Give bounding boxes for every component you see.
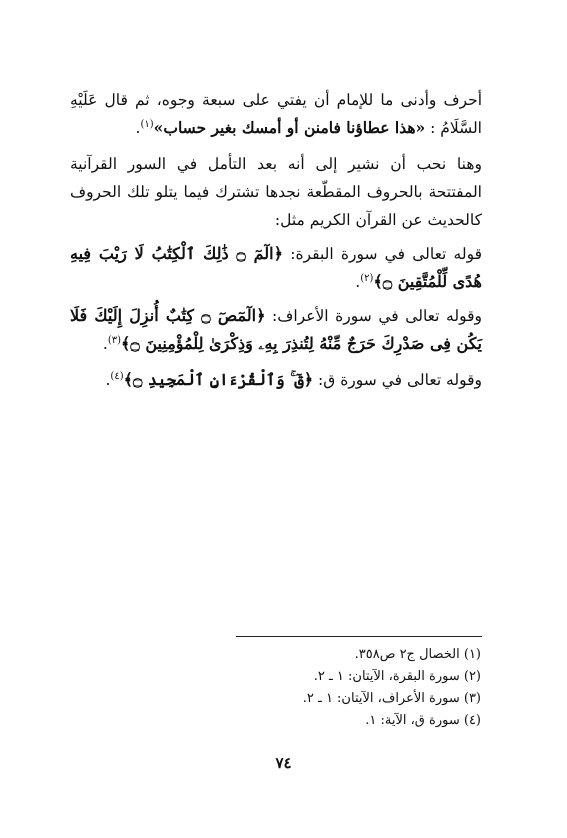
- footnote-separator: [236, 636, 482, 637]
- footnote-ref-2: (٢): [360, 272, 374, 284]
- footnote-number: (٤): [463, 713, 481, 728]
- qaf-intro: وقوله تعالى في سورة ق:: [318, 371, 482, 389]
- footnote-ref-1: (١): [140, 118, 154, 130]
- footnote-3: [303, 689, 481, 709]
- araf-intro: وقوله تعالى في سورة الأعراف:: [272, 307, 482, 325]
- observation-text: وهنا نحب أن نشير إلى أنه بعد التأمل في السور القرآنية المفتتحة بالحروف المقطّعة نجدها تشترك فيما يتلو تلك الحروف كالحديث عن القرآن الكريم مثل:: [70, 155, 482, 229]
- footnote-number: (٣): [463, 691, 481, 706]
- paragraph-araf: وقوله تعالى في سورة الأعراف: ﴿الٓمٓصٓ ۝ كِتَٰبٌ أُنزِلَ إِلَيْكَ فَلَا يَكُن فِى صَدْرِكَ حَرَجٌ مِّنْهُ لِتُنذِرَ بِهِۦ وَذِكْرَىٰ لِلْمُؤْمِنِينَ ۝﴾$^{(٣)}$.: [70, 306, 482, 353]
- qaf-verse: ﴿قٓ ۚ وَٱلْقُرْءَانِ ٱلْمَجِيدِ ۝﴾: [123, 370, 314, 389]
- footnote-4: [365, 711, 481, 731]
- footnote-2: [314, 667, 481, 687]
- hadith-quote: «هذا عطاؤنا فامنن أو أمسك بغير حساب»: [153, 118, 426, 137]
- baqarah-intro: قوله تعالى في سورة البقرة:: [290, 245, 483, 263]
- paragraph-observation: [70, 150, 482, 234]
- hadith-intro-text: أحرف وأدنى ما للإمام أن يفتي على سبعة وجوه، ثم قال عَلَيْهِ السَّلَامُ :: [70, 91, 482, 137]
- footnote-ref-4: (٤): [110, 370, 124, 382]
- footnote-text: سورة البقرة، الآيتان: ١ ـ ٢.: [313, 669, 460, 684]
- footnote-1: [355, 645, 481, 665]
- footnote-text: سورة الأعراف، الآيتان: ١ ـ ٢.: [302, 691, 460, 706]
- footnote-text: سورة ق، الآية: ١.: [365, 713, 460, 728]
- footnote-number: (٢): [463, 669, 481, 684]
- paragraph-qaf: وقوله تعالى في سورة ق: ﴿قٓ ۚ وَٱلْقُرْءَانِ ٱلْمَجِيدِ ۝﴾$^{(٤)}$.: [105, 370, 482, 389]
- baqarah-verse: ﴿الٓمٓ ۝ ذَٰلِكَ ٱلْكِتَٰبُ لَا رَيْبَ فِيهِ هُدًى لِّلْمُتَّقِينَ ۝﴾: [70, 244, 482, 291]
- footnote-text: الخصال ج٢ ص٣٥٨.: [354, 647, 460, 662]
- page-number: ٧٤: [275, 754, 292, 772]
- footnote-number: (١): [463, 647, 481, 662]
- footnote-ref-3: (٣): [107, 334, 122, 346]
- araf-verse: ﴿الٓمٓصٓ ۝ كِتَٰبٌ أُنزِلَ إِلَيْكَ فَلَا يَكُن فِى صَدْرِكَ حَرَجٌ مِّنْهُ لِتُنذِرَ بِهِۦ وَذِكْرَىٰ لِلْمُؤْمِنِينَ ۝﴾: [70, 306, 482, 353]
- paragraph-baqarah: قوله تعالى في سورة البقرة: ﴿الٓمٓ ۝ ذَٰلِكَ ٱلْكِتَٰبُ لَا رَيْبَ فِيهِ هُدًى لِّلْمُتَّقِينَ ۝﴾$^{(٢)}$.: [70, 244, 483, 291]
- paragraph-hadith: أحرف وأدنى ما للإمام أن يفتي على سبعة وجوه، ثم قال عَلَيْهِ السَّلَامُ : «هذا عطاؤنا فامنن أو أمسك بغير حساب»$^{(١)}$.: [70, 91, 482, 137]
